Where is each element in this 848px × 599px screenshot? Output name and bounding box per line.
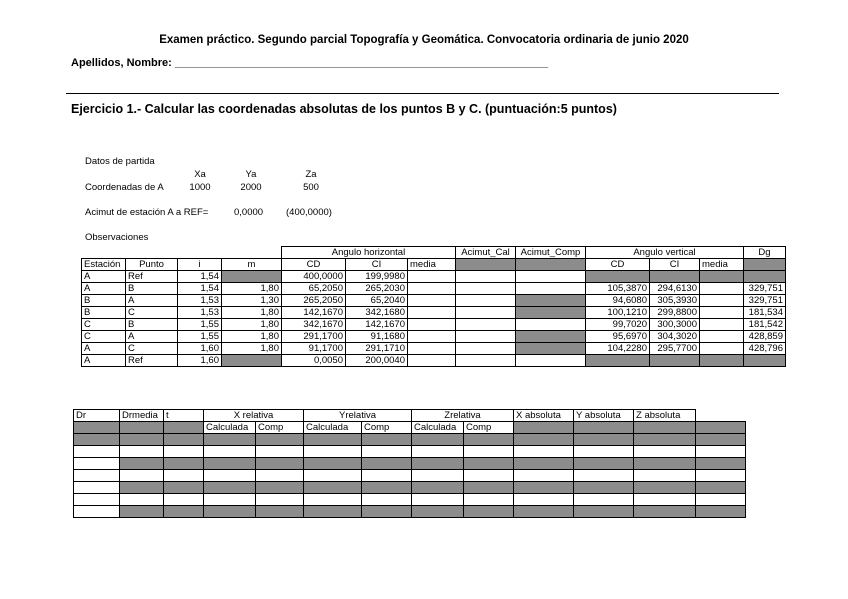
exercise-title: Ejercicio 1.- Calcular las coordenadas absolutas de los puntos B y C. (puntuación:5 puntos) [71, 102, 617, 116]
results-cell[interactable] [362, 458, 412, 470]
results-cell[interactable] [696, 458, 746, 470]
cell-dg [744, 355, 786, 367]
cell-empty [516, 271, 586, 283]
results-cell[interactable] [204, 506, 256, 518]
acimut-comp-header: Acimut_Comp [516, 247, 586, 259]
table-row [82, 319, 786, 331]
table-column-header [82, 259, 786, 271]
cell-vci: 294,6130 [650, 283, 700, 295]
results-cell[interactable] [634, 506, 696, 518]
results-cell[interactable] [696, 482, 746, 494]
cell-vcd [586, 355, 650, 367]
results-cell[interactable] [514, 470, 574, 482]
sub-x-calculada: Calculada [204, 422, 256, 434]
results-cell[interactable] [204, 470, 256, 482]
cell-empty [408, 307, 456, 319]
cell-empty [700, 319, 744, 331]
results-cell[interactable] [120, 434, 164, 446]
cell-hcd: 342,1670 [282, 319, 346, 331]
results-cell[interactable] [696, 494, 746, 506]
results-cell[interactable] [74, 434, 120, 446]
results-cell[interactable] [412, 434, 464, 446]
results-cell[interactable] [412, 470, 464, 482]
results-cell[interactable] [204, 494, 256, 506]
results-cell[interactable] [514, 494, 574, 506]
cell-hcd: 265,2050 [282, 295, 346, 307]
results-cell[interactable] [256, 458, 304, 470]
header-za: Za [305, 169, 317, 180]
results-cell[interactable] [696, 506, 746, 518]
results-row [74, 494, 746, 506]
cell-hcd: 0,0050 [282, 355, 346, 367]
cell-empty [456, 271, 516, 283]
name-line: Apellidos, Nombre: _____________________________________________________________ [71, 57, 549, 69]
cell-empty [408, 295, 456, 307]
cell-empty [408, 271, 456, 283]
results-cell[interactable] [362, 470, 412, 482]
cell-vcd: 95,6970 [586, 331, 650, 343]
table-row [82, 355, 786, 367]
cell-hci: 65,2040 [346, 295, 408, 307]
cell-dg: 428,859 [744, 331, 786, 343]
cell-vci [650, 271, 700, 283]
results-cell[interactable] [256, 470, 304, 482]
cell-pt: Ref [126, 355, 178, 367]
cell-empty [700, 271, 744, 283]
results-row [74, 458, 746, 470]
results-row [74, 470, 746, 482]
cell-dg: 181,542 [744, 319, 786, 331]
col-acimut-cal-cell [456, 259, 516, 271]
cell-empty [456, 355, 516, 367]
results-cell[interactable] [634, 482, 696, 494]
results-cell[interactable] [204, 446, 256, 458]
cell-est: C [82, 319, 126, 331]
acimut-value: 0,0000 [234, 207, 264, 218]
cell-empty [456, 331, 516, 343]
acimut-cal-header: Acimut_Cal [456, 247, 516, 259]
col-i: i [178, 259, 222, 271]
results-cell[interactable] [120, 482, 164, 494]
results-cell[interactable] [634, 494, 696, 506]
cell-empty [516, 331, 586, 343]
cell-pt: B [126, 319, 178, 331]
cell-dg: 329,751 [744, 283, 786, 295]
cell-empty [456, 307, 516, 319]
cell-vci: 305,3930 [650, 295, 700, 307]
cell-vci: 299,8800 [650, 307, 700, 319]
col-x-absoluta: X absoluta [514, 410, 574, 422]
cell-vcd [586, 271, 650, 283]
xa-value: 1000 [189, 182, 211, 193]
cell-empty [516, 295, 586, 307]
results-cell[interactable] [634, 458, 696, 470]
results-cell[interactable] [412, 458, 464, 470]
results-cell[interactable] [696, 434, 746, 446]
cell-est: A [82, 343, 126, 355]
cell-empty [700, 355, 744, 367]
col-m: m [222, 259, 282, 271]
results-cell[interactable] [164, 506, 204, 518]
cell-vcd: 94,6080 [586, 295, 650, 307]
col-z-relativa: Zrelativa [412, 410, 514, 422]
cell-hcd: 65,2050 [282, 283, 346, 295]
cell-hci: 342,1680 [346, 307, 408, 319]
cell-dg: 428,796 [744, 343, 786, 355]
results-cell[interactable] [304, 494, 362, 506]
cell-empty [408, 355, 456, 367]
cell-vci [650, 355, 700, 367]
results-cell[interactable] [164, 458, 204, 470]
acimut-label: Acimut de estación A a REF= [85, 207, 209, 218]
results-table [73, 409, 746, 518]
results-cell[interactable] [120, 494, 164, 506]
results-cell[interactable] [304, 470, 362, 482]
cell-empty [516, 319, 586, 331]
cell-i: 1,55 [178, 319, 222, 331]
cell-empty [408, 331, 456, 343]
header-xa: Xa [194, 169, 206, 180]
results-cell[interactable] [304, 434, 362, 446]
results-cell[interactable] [204, 482, 256, 494]
results-cell[interactable] [412, 482, 464, 494]
results-cell[interactable] [574, 446, 634, 458]
cell-empty [516, 283, 586, 295]
cell-hci: 142,1670 [346, 319, 408, 331]
results-cell[interactable] [256, 482, 304, 494]
cell-empty [516, 343, 586, 355]
cell-pt: C [126, 343, 178, 355]
results-cell[interactable] [574, 458, 634, 470]
cell-empty [516, 355, 586, 367]
cell-empty [700, 331, 744, 343]
results-cell[interactable] [362, 434, 412, 446]
table-row [82, 343, 786, 355]
results-cell[interactable] [574, 482, 634, 494]
header-ya: Ya [245, 169, 257, 180]
cell-est: A [82, 271, 126, 283]
table-row [82, 295, 786, 307]
cell-i: 1,55 [178, 331, 222, 343]
results-cell[interactable] [74, 446, 120, 458]
results-cell[interactable] [204, 434, 256, 446]
col-v-media: media [700, 259, 744, 271]
observaciones-label: Observaciones [85, 232, 149, 243]
results-cell[interactable] [634, 446, 696, 458]
ya-value: 2000 [240, 182, 262, 193]
results-cell[interactable] [362, 506, 412, 518]
cell-hcd: 91,1700 [282, 343, 346, 355]
cell-i: 1,53 [178, 307, 222, 319]
cell-hcd: 142,1670 [282, 307, 346, 319]
results-cell[interactable] [574, 434, 634, 446]
angulo-horizontal-header: Angulo horizontal [282, 247, 456, 259]
cell-pt: C [126, 307, 178, 319]
cell-dg [744, 271, 786, 283]
cell-dg: 329,751 [744, 295, 786, 307]
results-cell[interactable] [362, 482, 412, 494]
results-cell[interactable] [164, 470, 204, 482]
results-cell[interactable] [120, 470, 164, 482]
results-cell[interactable] [164, 482, 204, 494]
results-cell[interactable] [574, 494, 634, 506]
results-cell[interactable] [74, 458, 120, 470]
results-cell[interactable] [256, 506, 304, 518]
results-cell[interactable] [464, 470, 514, 482]
cell-i: 1,60 [178, 355, 222, 367]
results-cell[interactable] [464, 446, 514, 458]
cell-est: B [82, 307, 126, 319]
results-cell[interactable] [464, 494, 514, 506]
col-h-cd: CD [282, 259, 346, 271]
cell-vci: 295,7700 [650, 343, 700, 355]
cell-empty [700, 283, 744, 295]
cell-i: 1,53 [178, 295, 222, 307]
results-cell[interactable] [74, 470, 120, 482]
results-cell[interactable] [514, 506, 574, 518]
cell-empty [700, 307, 744, 319]
coord-label: Coordenadas de A [85, 182, 164, 193]
cell-est: C [82, 331, 126, 343]
cell-i: 1,54 [178, 283, 222, 295]
results-cell[interactable] [574, 470, 634, 482]
dg-header: Dg [744, 247, 786, 259]
cell-vcd: 100,1210 [586, 307, 650, 319]
angulo-vertical-header: Angulo vertical [586, 247, 744, 259]
cell-dg: 181,534 [744, 307, 786, 319]
cell-vci: 300,3000 [650, 319, 700, 331]
cell-vcd: 99,7020 [586, 319, 650, 331]
cell-hci: 291,1710 [346, 343, 408, 355]
results-cell[interactable] [304, 506, 362, 518]
results-cell[interactable] [464, 458, 514, 470]
col-v-cd: CD [586, 259, 650, 271]
results-cell[interactable] [256, 446, 304, 458]
col-h-ci: CI [346, 259, 408, 271]
results-row [74, 446, 746, 458]
results-cell[interactable] [164, 446, 204, 458]
col-y-relativa: Yrelativa [304, 410, 412, 422]
datos-label: Datos de partida [85, 156, 155, 167]
results-cell[interactable] [412, 494, 464, 506]
cell-empty [700, 295, 744, 307]
results-cell[interactable] [362, 494, 412, 506]
results-cell[interactable] [514, 446, 574, 458]
col-v-ci: CI [650, 259, 700, 271]
col-h-media: media [408, 259, 456, 271]
observations-table [81, 246, 786, 367]
col-acimut-comp-cell [516, 259, 586, 271]
cell-empty [456, 295, 516, 307]
exam-title: Examen práctico. Segundo parcial Topografía y Geomática. Convocatoria ordinaria de junio 2020 [159, 34, 689, 46]
results-cell[interactable] [634, 434, 696, 446]
results-cell[interactable] [304, 482, 362, 494]
cell-empty [408, 283, 456, 295]
cell-m: 1,80 [222, 343, 282, 355]
results-cell[interactable] [464, 506, 514, 518]
col-dg-cell [744, 259, 786, 271]
results-cell[interactable] [164, 434, 204, 446]
cell-hci: 91,1680 [346, 331, 408, 343]
results-cell[interactable] [514, 482, 574, 494]
cell-est: B [82, 295, 126, 307]
results-cell[interactable] [696, 446, 746, 458]
results-cell[interactable] [412, 446, 464, 458]
sub-y-comp: Comp [362, 422, 412, 434]
results-cell[interactable] [304, 458, 362, 470]
cell-pt: Ref [126, 271, 178, 283]
results-cell[interactable] [120, 506, 164, 518]
results-cell[interactable] [412, 506, 464, 518]
col-y-absoluta: Y absoluta [574, 410, 634, 422]
cell-empty [516, 307, 586, 319]
cell-hci: 200,0040 [346, 355, 408, 367]
results-cell[interactable] [514, 434, 574, 446]
cell-m: 1,80 [222, 331, 282, 343]
results-cell[interactable] [256, 434, 304, 446]
cell-m [222, 355, 282, 367]
results-cell[interactable] [120, 458, 164, 470]
cell-empty [408, 319, 456, 331]
results-row [74, 434, 746, 446]
results-cell[interactable] [574, 506, 634, 518]
cell-pt: A [126, 295, 178, 307]
table-row [82, 283, 786, 295]
cell-i: 1,60 [178, 343, 222, 355]
results-cell[interactable] [514, 458, 574, 470]
cell-pt: B [126, 283, 178, 295]
cell-hcd: 291,1700 [282, 331, 346, 343]
cell-empty [456, 343, 516, 355]
table-row [82, 271, 786, 283]
results-cell[interactable] [74, 506, 120, 518]
col-dr: Dr [74, 410, 120, 422]
cell-empty [456, 283, 516, 295]
results-cell[interactable] [362, 446, 412, 458]
cell-m: 1,80 [222, 319, 282, 331]
results-cell[interactable] [256, 494, 304, 506]
cell-vcd: 104,2280 [586, 343, 650, 355]
cell-m: 1,30 [222, 295, 282, 307]
cell-hci: 265,2030 [346, 283, 408, 295]
table-row [82, 307, 786, 319]
col-t: t [164, 410, 204, 422]
results-cell[interactable] [304, 446, 362, 458]
col-estacion: Estación [82, 259, 126, 271]
results-cell[interactable] [164, 494, 204, 506]
acimut-paren: (400,0000) [286, 207, 332, 218]
results-subheader [74, 422, 746, 434]
za-value: 500 [303, 182, 319, 193]
cell-est: A [82, 283, 126, 295]
results-cell[interactable] [464, 434, 514, 446]
divider [66, 93, 779, 94]
results-header [74, 410, 746, 422]
cell-vcd: 105,3870 [586, 283, 650, 295]
cell-m: 1,80 [222, 283, 282, 295]
cell-empty [408, 343, 456, 355]
results-cell[interactable] [74, 494, 120, 506]
cell-pt: A [126, 331, 178, 343]
results-cell[interactable] [464, 482, 514, 494]
sub-z-calculada: Calculada [412, 422, 464, 434]
results-cell[interactable] [634, 470, 696, 482]
results-row [74, 506, 746, 518]
results-row [74, 482, 746, 494]
table-row [82, 331, 786, 343]
results-cell[interactable] [204, 458, 256, 470]
cell-empty [456, 319, 516, 331]
cell-vci: 304,3020 [650, 331, 700, 343]
results-cell[interactable] [696, 470, 746, 482]
results-cell[interactable] [74, 482, 120, 494]
cell-i: 1,54 [178, 271, 222, 283]
sub-z-comp: Comp [464, 422, 514, 434]
col-drmedia: Drmedia [120, 410, 164, 422]
col-punto: Punto [126, 259, 178, 271]
cell-hci: 199,9980 [346, 271, 408, 283]
sub-y-calculada: Calculada [304, 422, 362, 434]
cell-empty [700, 343, 744, 355]
col-z-absoluta: Z absoluta [634, 410, 696, 422]
cell-m: 1,80 [222, 307, 282, 319]
cell-hcd: 400,0000 [282, 271, 346, 283]
table-group-header [82, 247, 786, 259]
cell-est: A [82, 355, 126, 367]
results-cell[interactable] [120, 446, 164, 458]
cell-m [222, 271, 282, 283]
col-x-relativa: X relativa [204, 410, 304, 422]
sub-x-comp: Comp [256, 422, 304, 434]
